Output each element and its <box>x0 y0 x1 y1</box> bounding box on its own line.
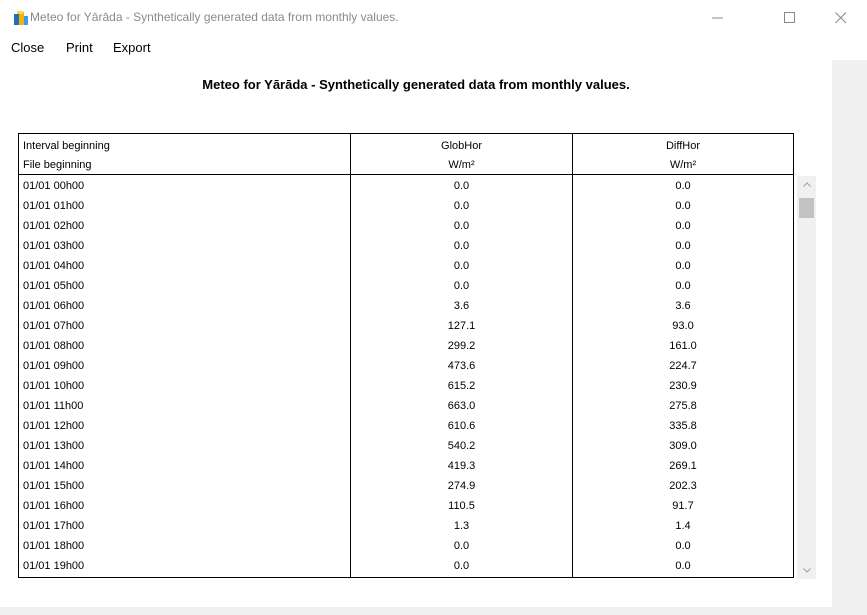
close-window-button[interactable] <box>818 0 864 36</box>
menu-close[interactable]: Close <box>11 40 45 55</box>
cell-diffhor: 1.4 <box>675 520 691 532</box>
cell-diffhor: 0.0 <box>675 180 691 192</box>
table-row <box>19 397 793 417</box>
cell-globhor: 419.3 <box>447 460 476 472</box>
cell-diffhor: 0.0 <box>675 560 691 572</box>
table-row <box>19 517 793 537</box>
table-row <box>19 177 793 197</box>
table-row <box>19 537 793 557</box>
cell-globhor: 473.6 <box>447 360 476 372</box>
cell-globhor: 0.0 <box>453 560 470 572</box>
unit-globhor: W/m² <box>448 159 475 171</box>
table-row <box>19 357 793 377</box>
cell-diffhor: 93.0 <box>672 320 694 332</box>
cell-time: 01/01 03h00 <box>23 240 85 252</box>
cell-diffhor: 0.0 <box>675 280 691 292</box>
cell-time: 01/01 14h00 <box>23 460 85 472</box>
cell-diffhor: 0.0 <box>675 200 691 212</box>
cell-time: 01/01 00h00 <box>23 180 85 192</box>
table-row <box>19 217 793 237</box>
cell-diffhor: 269.1 <box>669 460 697 472</box>
menu-print[interactable]: Print <box>66 40 93 55</box>
header-row <box>19 137 793 157</box>
cell-globhor: 0.0 <box>453 240 470 252</box>
table-row <box>19 277 793 297</box>
chevron-up-icon <box>803 182 811 187</box>
cell-diffhor: 0.0 <box>675 240 691 252</box>
cell-time: 01/01 04h00 <box>23 260 85 272</box>
maximize-icon <box>784 12 796 24</box>
table-row <box>19 377 793 397</box>
cell-globhor: 610.6 <box>447 420 476 432</box>
cell-diffhor: 0.0 <box>675 220 691 232</box>
table-row <box>19 557 793 577</box>
table-row <box>19 477 793 497</box>
cell-diffhor: 0.0 <box>675 260 691 272</box>
cell-globhor: 0.0 <box>453 260 470 272</box>
chevron-down-icon <box>803 568 811 573</box>
cell-globhor: 274.9 <box>447 480 476 492</box>
table-row <box>19 337 793 357</box>
cell-globhor: 0.0 <box>453 540 470 552</box>
table-row <box>19 297 793 317</box>
header-file-beginning: File beginning <box>23 159 92 171</box>
scroll-down-button[interactable] <box>797 562 816 579</box>
scroll-up-button[interactable] <box>797 176 816 193</box>
cell-time: 01/01 15h00 <box>23 480 85 492</box>
cell-time: 01/01 10h00 <box>23 380 85 392</box>
cell-time: 01/01 12h00 <box>23 420 85 432</box>
cell-time: 01/01 13h00 <box>23 440 85 452</box>
menu-bar <box>0 36 867 60</box>
cell-time: 01/01 16h00 <box>23 500 85 512</box>
table-row <box>19 417 793 437</box>
cell-time: 01/01 07h00 <box>23 320 85 332</box>
unit-diffhor: W/m² <box>669 159 697 171</box>
cell-diffhor: 161.0 <box>669 340 697 352</box>
header-interval: Interval beginning <box>23 140 110 152</box>
cell-diffhor: 230.9 <box>669 380 697 392</box>
cell-time: 01/01 08h00 <box>23 340 85 352</box>
cell-globhor: 0.0 <box>453 280 470 292</box>
table-row <box>19 317 793 337</box>
cell-globhor: 1.3 <box>453 520 470 532</box>
cell-globhor: 615.2 <box>447 380 476 392</box>
cell-globhor: 663.0 <box>447 400 476 412</box>
table-row <box>19 497 793 517</box>
close-icon <box>835 12 847 24</box>
cell-diffhor: 0.0 <box>675 540 691 552</box>
cell-time: 01/01 19h00 <box>23 560 85 572</box>
header-globhor: GlobHor <box>441 140 482 152</box>
table-row <box>19 237 793 257</box>
cell-time: 01/01 02h00 <box>23 220 85 232</box>
cell-globhor: 0.0 <box>453 220 470 232</box>
cell-time: 01/01 01h00 <box>23 200 85 212</box>
data-table <box>18 133 794 578</box>
cell-diffhor: 224.7 <box>669 360 697 372</box>
title-bar <box>0 0 867 36</box>
header-diffhor: DiffHor <box>665 140 701 152</box>
cell-diffhor: 202.3 <box>669 480 697 492</box>
cell-diffhor: 309.0 <box>669 440 697 452</box>
app-icon <box>13 10 29 26</box>
cell-diffhor: 91.7 <box>672 500 694 512</box>
cell-diffhor: 275.8 <box>669 400 697 412</box>
cell-globhor: 110.5 <box>448 500 475 512</box>
cell-time: 01/01 06h00 <box>23 300 85 312</box>
window-title: Meteo for Yārāda - Synthetically generated data from monthly values. <box>30 10 399 24</box>
header-row <box>19 156 793 176</box>
cell-globhor: 3.6 <box>453 300 470 312</box>
table-row <box>19 437 793 457</box>
cell-time: 01/01 05h00 <box>23 280 85 292</box>
maximize-button[interactable] <box>767 0 813 36</box>
report-title: Meteo for Yārāda - Synthetically generated data from monthly values. <box>202 77 630 92</box>
table-row <box>19 197 793 217</box>
table-row <box>19 257 793 277</box>
cell-time: 01/01 11h00 <box>23 400 84 412</box>
vertical-scrollbar[interactable] <box>797 176 816 579</box>
cell-globhor: 0.0 <box>453 200 470 212</box>
cell-time: 01/01 09h00 <box>23 360 85 372</box>
cell-time: 01/01 17h00 <box>23 520 85 532</box>
cell-globhor: 0.0 <box>453 180 470 192</box>
report-view <box>0 60 832 607</box>
cell-diffhor: 335.8 <box>669 420 697 432</box>
menu-export[interactable]: Export <box>113 40 151 55</box>
cell-globhor: 299.2 <box>447 340 476 352</box>
cell-globhor: 540.2 <box>447 440 476 452</box>
cell-globhor: 127.1 <box>447 320 476 332</box>
minimize-button[interactable] <box>695 0 741 36</box>
cell-time: 01/01 18h00 <box>23 540 85 552</box>
cell-diffhor: 3.6 <box>675 300 691 312</box>
scroll-thumb[interactable] <box>799 198 814 218</box>
minimize-icon <box>712 12 724 24</box>
table-row <box>19 457 793 477</box>
